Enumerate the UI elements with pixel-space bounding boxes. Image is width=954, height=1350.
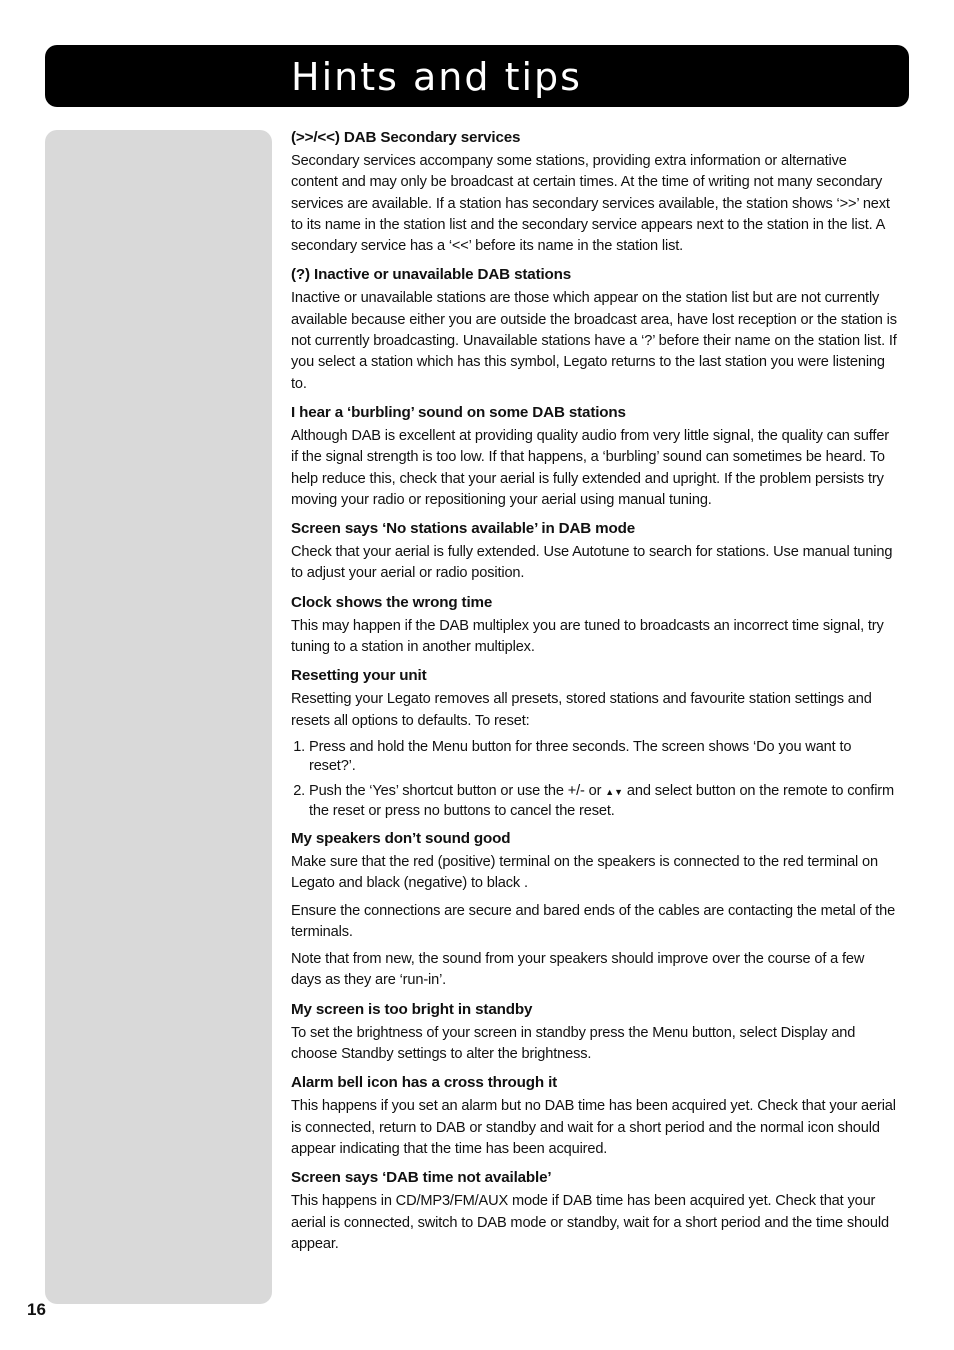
section-heading: (>>/<<) DAB Secondary services <box>291 129 521 146</box>
section-speakers <box>291 828 897 992</box>
content-column <box>291 127 897 1262</box>
page-title: Hints and tips <box>291 55 582 99</box>
section-heading: My screen is too bright in standby <box>291 1000 533 1018</box>
section-paragraph: Resetting your Legato removes all presets, stored stations and favourite station settings and resets all options to defaults. To reset: <box>291 691 872 729</box>
section-paragraph: This may happen if the DAB multiplex you are tuned to broadcasts an incorrect time signal, try tuning to a station in another multiplex. <box>291 617 884 656</box>
section-heading: Resetting your unit <box>291 667 427 685</box>
section-screen-brightness <box>291 999 897 1066</box>
section-heading: Clock shows the wrong time <box>291 593 493 611</box>
section-secondary-services <box>291 127 897 257</box>
section-paragraph: Check that your aerial is fully extended. Use Autotune to search for stations. Use manual tuning to adjust your aerial or radio position. <box>291 544 893 582</box>
section-wrong-time <box>291 592 897 659</box>
section-heading: Screen says ‘No stations available’ in DAB mode <box>291 520 636 538</box>
section-paragraph: Inactive or unavailable stations are those which appear on the station list but are not currently available because either you are outside the broadcast area, have lost reception or the station is not currently broadcasting. Unavailable stations have a ‘?’ before their name on the station list. If you select a station which has this symbol, Legato returns to the last station you were listening to. <box>291 290 897 392</box>
section-inactive-stations <box>291 264 897 394</box>
section-heading: My speakers don’t sound good <box>291 829 511 847</box>
step-text: and select button on the remote to confirm the reset or press no buttons to cancel the reset. <box>309 782 895 819</box>
section-heading: (?) Inactive or unavailable DAB stations <box>291 266 572 284</box>
section-dab-time <box>291 1167 897 1255</box>
section-no-stations <box>291 518 897 585</box>
section-alarm-bell <box>291 1072 897 1160</box>
header-bar <box>45 45 909 107</box>
section-heading: Screen says ‘DAB time not available’ <box>291 1169 552 1187</box>
section-paragraph: Make sure that the red (positive) terminal on the speakers is connected to the red terminal on Legato and black (negative) to black . <box>291 853 878 892</box>
section-burbling-sound <box>291 402 897 511</box>
section-paragraph: Secondary services accompany some stations, providing extra information or alternative content and may only be broadcast at certain times. At the time of writing not many secondary services are available. If a station has secondary services available, the station shows ‘>>’ next to its name in the station list and the secondary service appears next to the station in the list. A secondary service has a ‘<<’ before its name in the station list. <box>291 153 890 255</box>
section-resetting-unit <box>291 665 897 821</box>
section-paragraph: This happens in CD/MP3/FM/AUX mode if DAB time has been acquired yet. Check that your aerial is connected, switch to DAB mode or standby, wait for a short period and the time should appear. <box>291 1193 889 1252</box>
section-paragraph: This happens if you set an alarm but no DAB time has been acquired yet. Check that your aerial is connected, return to DAB or standby and wait for a short period and the normal icon should appear indicating that the time has been acquired. <box>291 1098 896 1157</box>
list-item <box>309 782 897 821</box>
section-paragraph: Note that from new, the sound from your speakers should improve over the course of a few days as they are ‘run-in’. <box>291 951 865 989</box>
up-down-arrows-icon: ▲▼ <box>605 786 624 797</box>
page-number: 16 <box>27 1300 46 1319</box>
step-text: Push the ‘Yes’ shortcut button or use the +/- or <box>309 782 606 799</box>
section-paragraph: Although DAB is excellent at providing quality audio from very little signal, the quality can suffer if the signal strength is too low. If that happens, a ‘burbling’ sound can sometimes be heard. To help reduce this, check that your aerial is fully extended and upright. If the problem persists try moving your radio or repositioning your aerial using manual tuning. <box>291 427 889 508</box>
section-paragraph: To set the brightness of your screen in standby press the Menu button, select Display and choose Standby settings to alter the brightness. <box>291 1024 856 1063</box>
section-heading: Alarm bell icon has a cross through it <box>291 1074 558 1092</box>
list-item: 1. Press and hold the Menu button for three seconds. The screen shows ‘Do you want to reset?’. <box>309 738 897 776</box>
reset-steps-list <box>291 738 897 821</box>
section-paragraph: Ensure the connections are secure and bared ends of the cables are contacting the metal of the terminals. <box>291 902 896 940</box>
section-heading: I hear a ‘burbling’ sound on some DAB stations <box>291 403 626 421</box>
side-panel <box>45 130 272 1304</box>
